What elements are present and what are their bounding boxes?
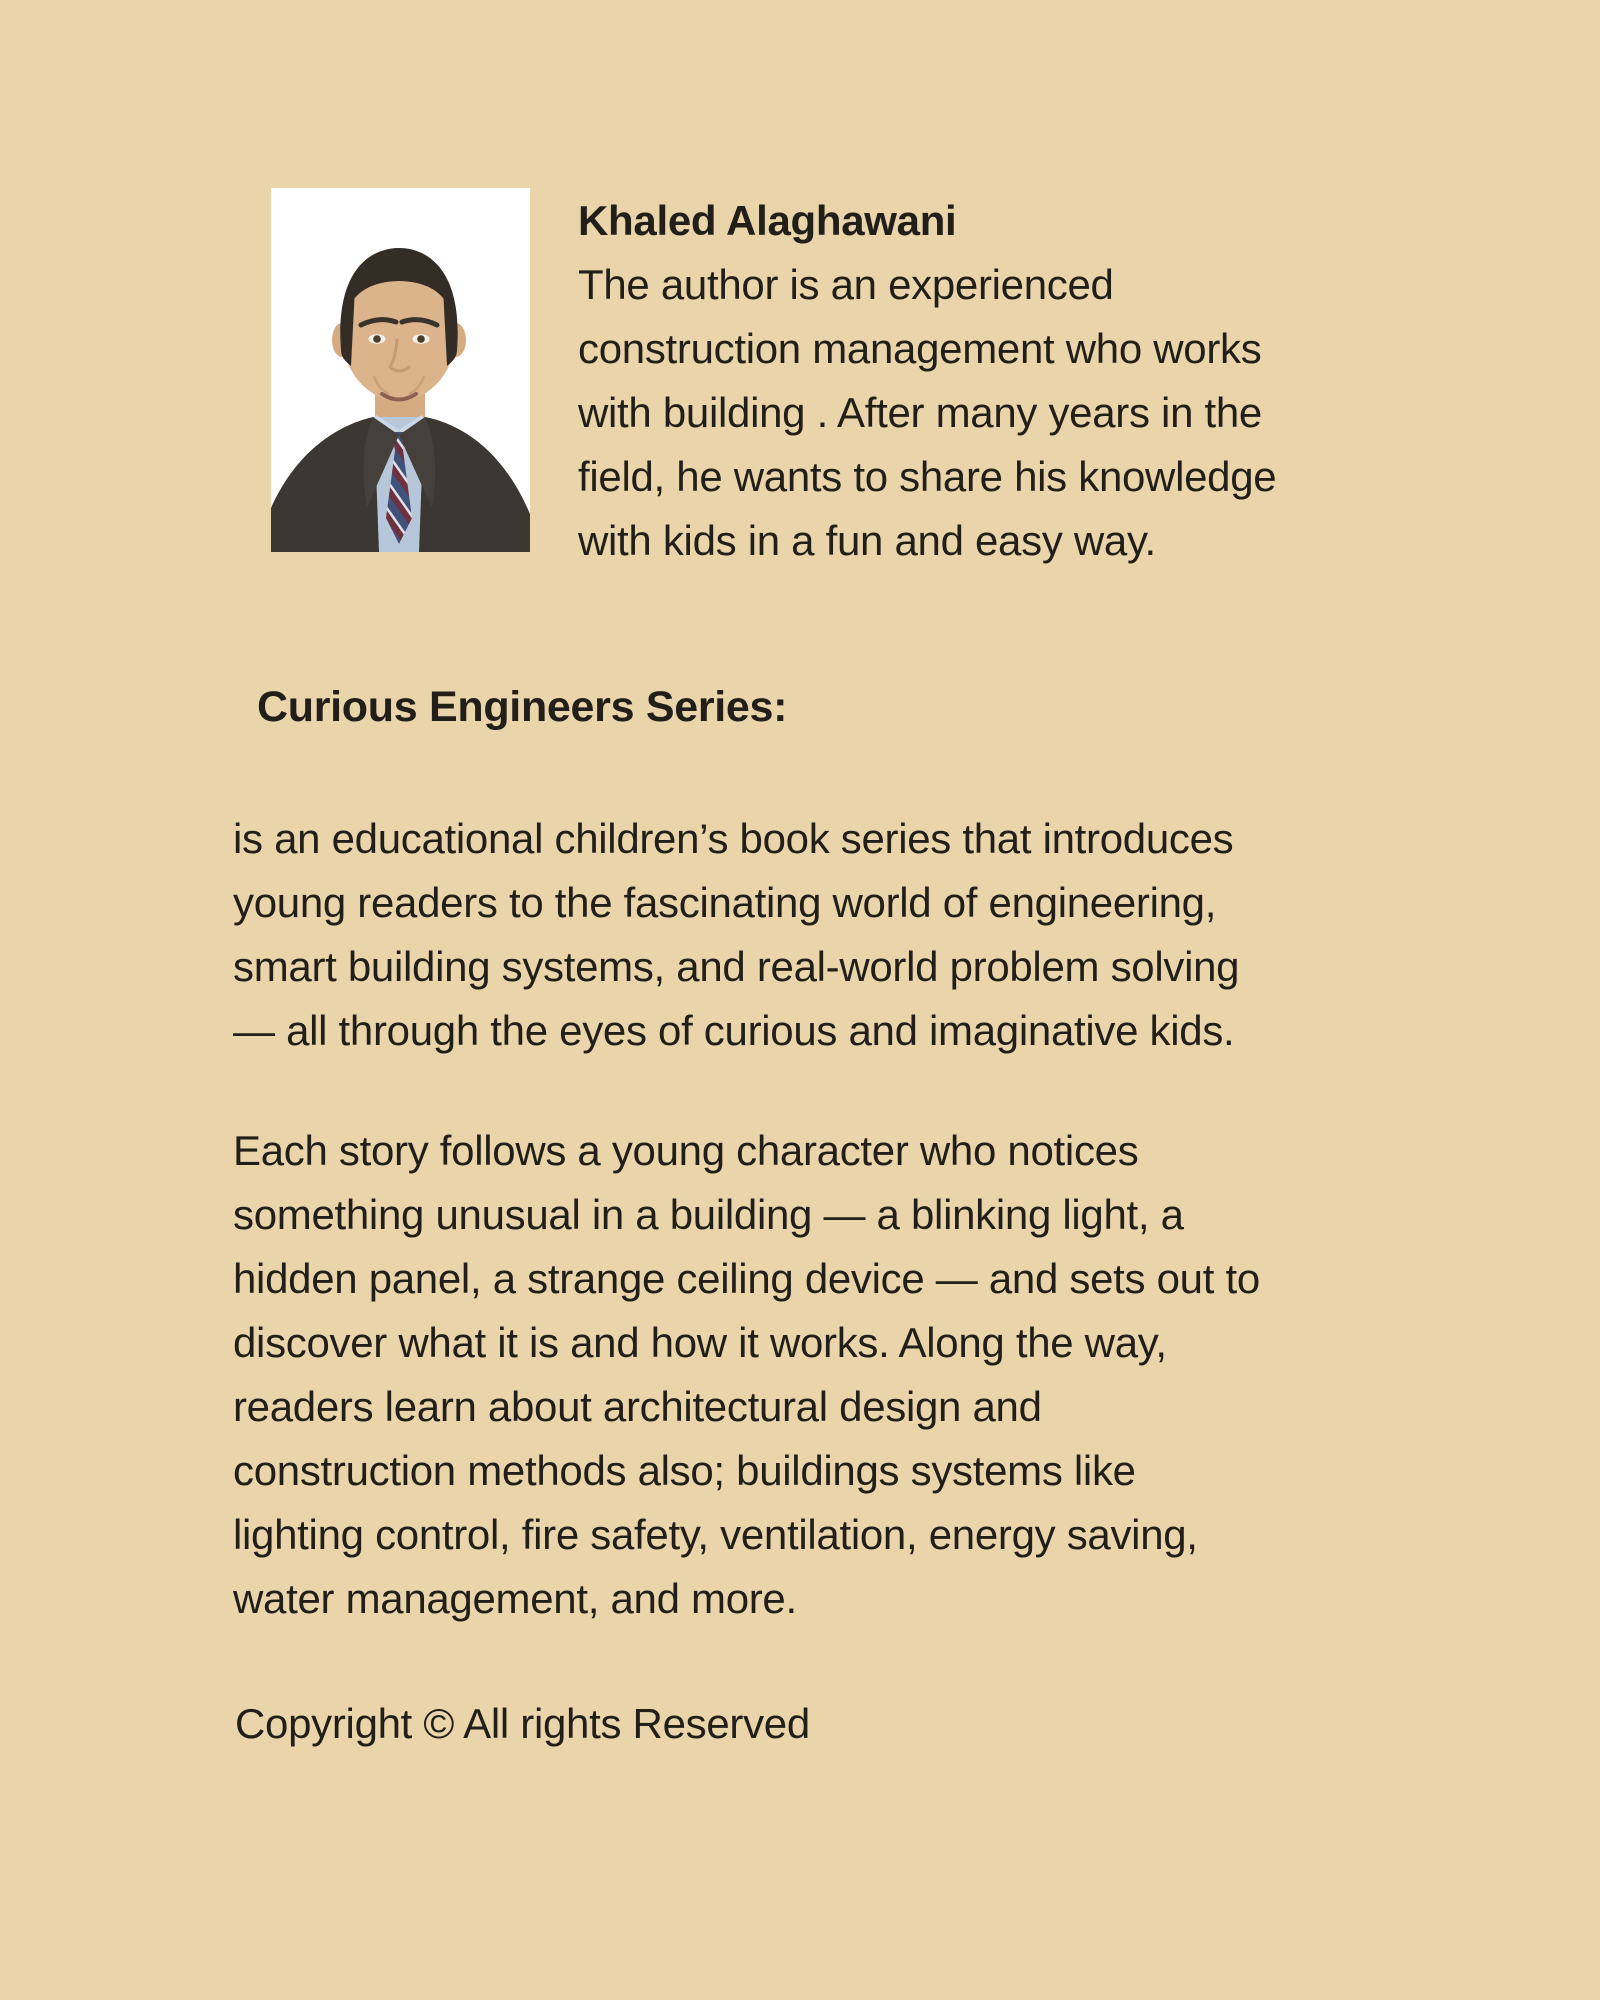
author-bio-line: field, he wants to share his knowledge (578, 453, 1277, 500)
copyright-notice: Copyright © All rights Reserved (235, 1700, 810, 1747)
author-bio-line: with building . After many years in the (578, 389, 1262, 436)
paragraph-line: hidden panel, a strange ceiling device — and sets out to (233, 1255, 1260, 1302)
paragraph-line: — all through the eyes of curious and imaginative kids. (233, 1007, 1235, 1054)
paragraph-line: water management, and more. (233, 1575, 797, 1622)
paragraph-line: is an educational children’s book series that introduces (233, 815, 1234, 862)
author-bio-line: construction management who works (578, 325, 1262, 372)
paragraph-line: smart building systems, and real-world problem solving (233, 943, 1240, 990)
paragraph-line: construction methods also; buildings systems like (233, 1447, 1136, 1494)
author-photo (271, 188, 530, 552)
author-bio-line: The author is an experienced (578, 261, 1114, 308)
author-portrait-illustration (271, 188, 530, 552)
paragraph-line: young readers to the fascinating world of engineering, (233, 879, 1217, 926)
paragraph-line: readers learn about architectural design and (233, 1383, 1042, 1430)
paragraph-line: lighting control, fire safety, ventilation, energy saving, (233, 1511, 1198, 1558)
paragraph-line: Each story follows a young character who notices (233, 1127, 1139, 1174)
series-description-paragraph (233, 1119, 1260, 1631)
paragraph-line: something unusual in a building — a blinking light, a (233, 1191, 1184, 1238)
series-heading: Curious Engineers Series: (257, 683, 788, 731)
series-intro-paragraph (233, 807, 1239, 1063)
author-name: Khaled Alaghawani (578, 197, 957, 244)
paragraph-line: discover what it is and how it works. Along the way, (233, 1319, 1167, 1366)
author-bio-line: with kids in a fun and easy way. (578, 517, 1156, 564)
author-bio-block (578, 189, 1276, 573)
